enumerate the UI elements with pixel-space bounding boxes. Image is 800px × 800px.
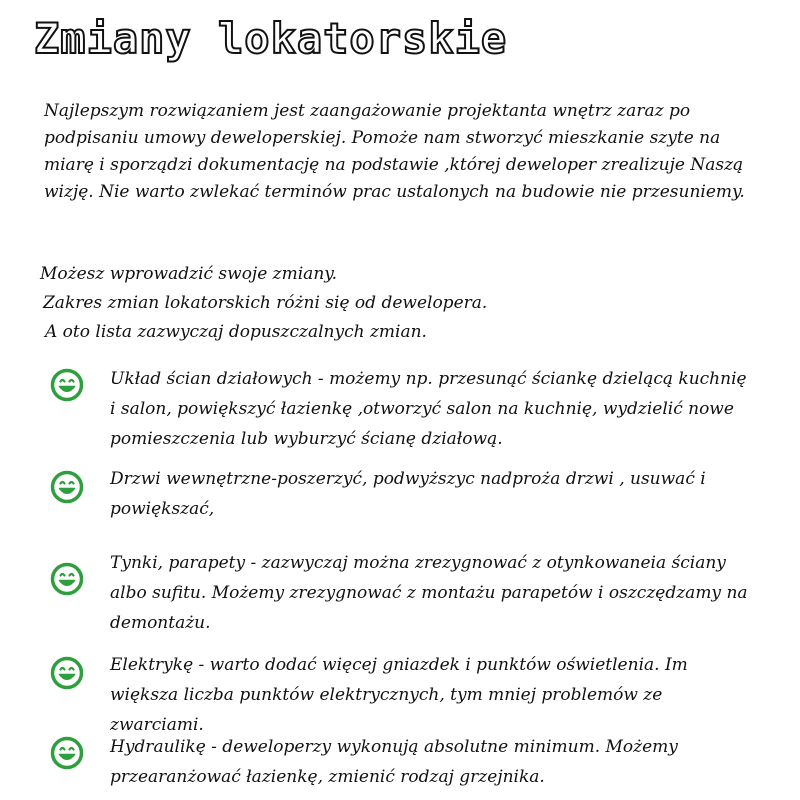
page-title: Zmiany lokatorskie [34,14,508,63]
list-item-text: Drzwi wewnętrzne-poszerzyć, podwyższyc nadproża drzwi , usuwać i powiększać, [110,469,706,519]
list-item-text: Hydraulikę - deweloperzy wykonują absolutne minimum. Możemy przearanżować łazienkę, zmienić rodzaj grzejnika. [110,737,678,787]
lead-paragraph [40,260,760,347]
list-item-text: Elektrykę - warto dodać więcej gniazdek i punktów oświetlenia. Im większa liczba punktów elektrycznych, tym mniej problemów ze zwarciami. [110,655,688,735]
smiley-icon [50,562,84,596]
intro-paragraph: Najlepszym rozwiązaniem jest zaangażowanie projektanta wnętrz zaraz po podpisaniu umowy deweloperskiej. Pomoże nam stworzyć mieszkanie szyte na miarę i sporządzi dokumentację na podstawie ,której deweloper zrealizuje Naszą wizję. Nie warto zwlekać terminów prac ustalonych na budowie nie przesuniemy. [44,101,745,202]
list-item-text: Tynki, parapety - zazwyczaj można zrezygnować z otynkowaneia ściany albo sufitu. Możemy zrezygnować z montażu parapetów i oszczędzamy na demontażu. [110,553,748,633]
lead-line: Zakres zmian lokatorskich różni się od dewelopera. [43,293,488,313]
smiley-icon [50,736,84,770]
lead-line: A oto lista zazwyczaj dopuszczalnych zmian. [45,322,427,342]
smiley-icon [50,368,84,402]
smiley-icon [50,656,84,690]
lead-line: Możesz wprowadzić swoje zmiany. [40,264,338,284]
smiley-icon [50,470,84,504]
list-item-text: Układ ścian działowych - możemy np. przesunąć ściankę dzielącą kuchnię i salon, powiększyć łazienkę ,otworzyć salon na kuchnię, wydzielić nowe pomieszczenia lub wyburzyć ścianę działową. [110,369,747,449]
